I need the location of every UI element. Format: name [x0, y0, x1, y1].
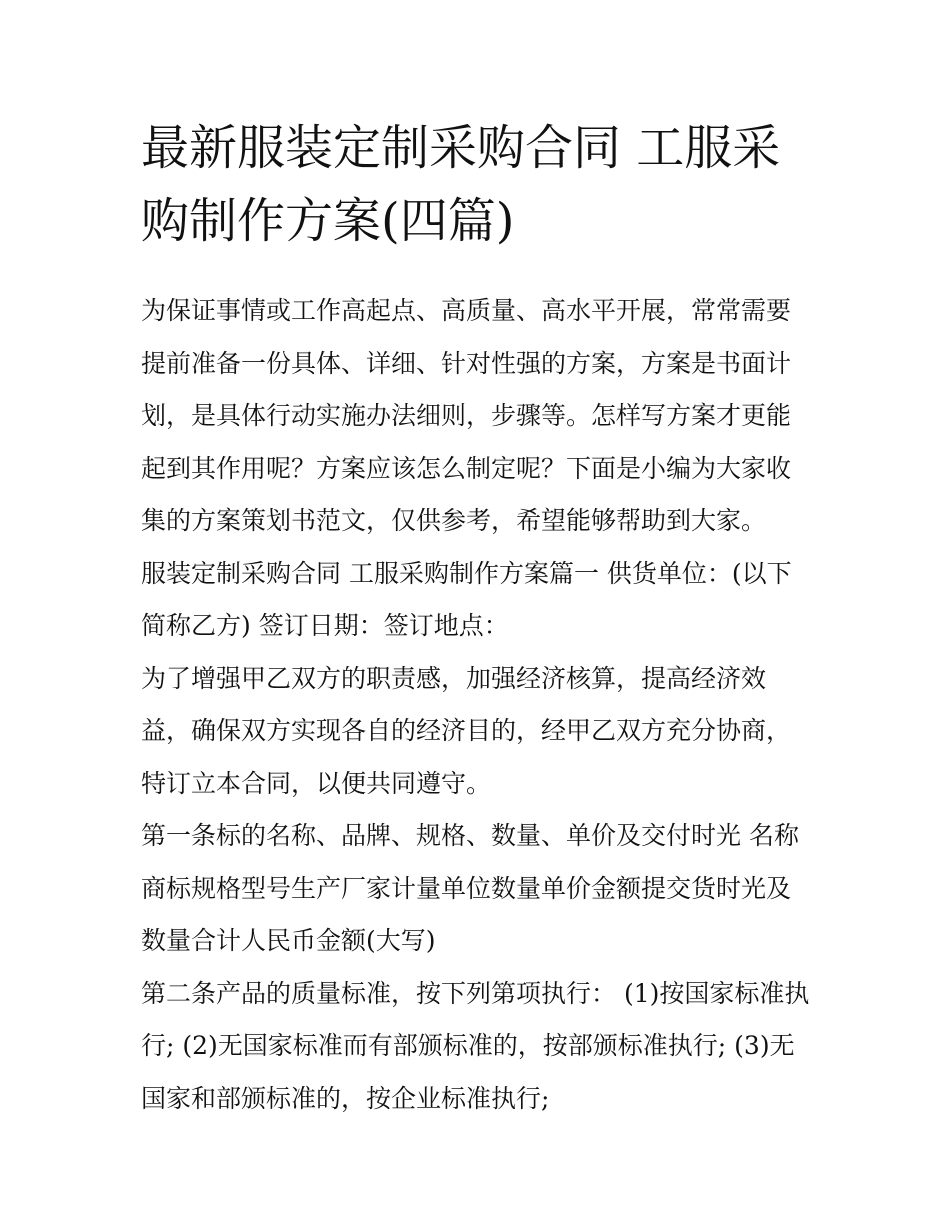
paragraph-article-2: 第二条产品的质量标准，按下列第项执行： (1)按国家标准执行; (2)无国家标准而有部颁标准的，按部颁标准执行; (3)无国家和部颁标准的，按企业标准执行; [141, 978, 810, 1113]
paragraph-article-1: 第一条标的名称、品牌、规格、数量、单价及交付时光 名称商标规格型号生产厂家计量单位数量单价金额提交货时光及数量合计人民币金额(大写) [141, 821, 799, 955]
document-title: 最新服装定制采购合同 工服采购制作方案(四篇) [141, 120, 781, 249]
paragraph-purpose: 为了增强甲乙双方的职责感，加强经济核算，提高经济效益，确保双方实现各自的经济目的，经甲乙双方充分协商，特订立本合同，以便共同遵守。 [141, 663, 792, 798]
paragraph-intro: 为保证事情或工作高起点、高质量、高水平开展，常常需要提前准备一份具体、详细、针对性强的方案，方案是书面计划，是具体行动实施办法细则，步骤等。怎样写方案才更能起到其作用呢？方案应该怎么制定呢？下面是小编为大家收集的方案策划书范文，仅供参考，希望能够帮助到大家。 [141, 296, 792, 535]
paragraph-supplier: 服装定制采购合同 工服采购制作方案篇一 供货单位：(以下简称乙方) 签订日期：签订地点： [141, 558, 792, 640]
document-content [141, 112, 813, 1125]
document-body [141, 285, 813, 1125]
